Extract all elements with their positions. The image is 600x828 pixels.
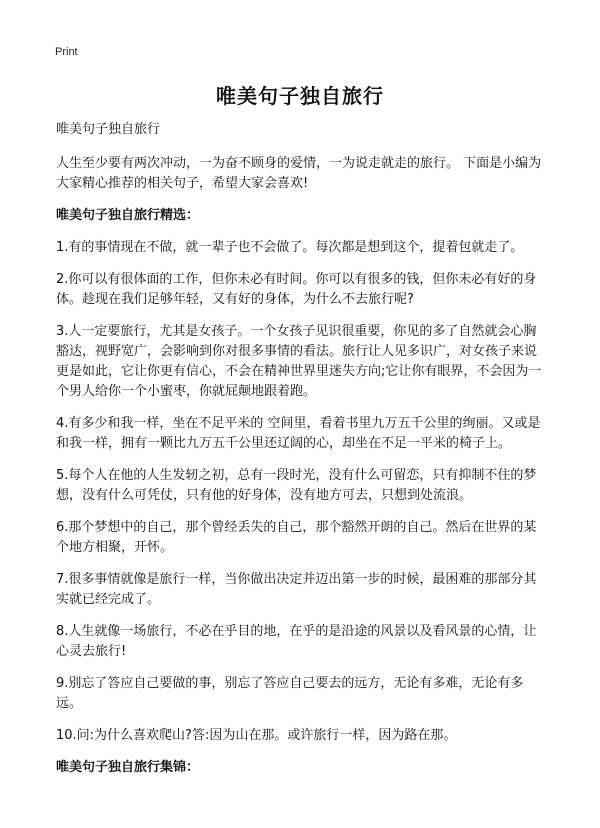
page-title: 唯美句子独自旅行 [216,84,384,108]
document-subtitle: 唯美句子独自旅行 [56,122,161,137]
print-link[interactable]: Print [55,46,78,58]
list-item: 4.有多少和我一样，坐在不足平米的 空间里，看着书里九万五千公里的绚丽。又或是和我一样，拥有一颗比九万五千公里还辽阔的心，却坐在不足一平米的椅子上。 [56,416,541,451]
list-item: 5.每个人在他的人生发轫之初，总有一段时光，没有什么可留恋，只有抑制不住的梦想，没有什么可凭仗，只有他的好身体，没有地方可去，只想到处流浪。 [56,468,537,503]
list-item: 2.你可以有很体面的工作，但你未必有时间。你可以有很多的钱，但你未必有好的身体。趁现在我们足够年轻，又有好的身体，为什么不去旅行呢? [56,272,537,307]
list-item: 1.有的事情现在不做，就一辈子也不会做了。每次都是想到这个，提着包就走了。 [56,240,524,255]
list-item: 8.人生就像一场旅行，不必在乎目的地，在乎的是沿途的风景以及看风景的心情，让心灵去旅行! [56,624,537,659]
intro-paragraph: 人生至少要有两次冲动，一为奋不顾身的爱情，一为说走就走的旅行。 下面是小编为大家精心推荐的相关句子，希望大家会喜欢! [56,156,542,191]
section-heading-collection: 唯美句子独自旅行集锦： [56,760,200,775]
list-item: 7.很多事情就像是旅行一样，当你做出决定并迈出第一步的时候，最困难的那部分其实就已经完成了。 [56,572,537,607]
document-body [56,120,546,790]
list-item: 6.那个梦想中的自己，那个曾经丢失的自己，那个豁然开朗的自己。然后在世界的某个地方相聚，开怀。 [56,520,537,555]
list-item: 3.人一定要旅行，尤其是女孩子。一个女孩子见识很重要，你见的多了自然就会心胸豁达，视野宽广，会影响到你对很多事情的看法。旅行让人见多识广，对女孩子来说更是如此，它让你更有信心，不会在精神世界里迷失方向;它让你有眼界，不会因为一个男人给你一个小蜜枣，你就屁颠地跟着跑。 [56,324,542,399]
list-item: 10.问:为什么喜欢爬山?答:因为山在那。或许旅行一样，因为路在那。 [56,728,457,743]
list-item: 9.别忘了答应自己要做的事，别忘了答应自己要去的远方，无论有多难，无论有多远。 [56,676,524,711]
quote-list [56,238,546,746]
section-heading-selected: 唯美句子独自旅行精选： [56,208,200,223]
